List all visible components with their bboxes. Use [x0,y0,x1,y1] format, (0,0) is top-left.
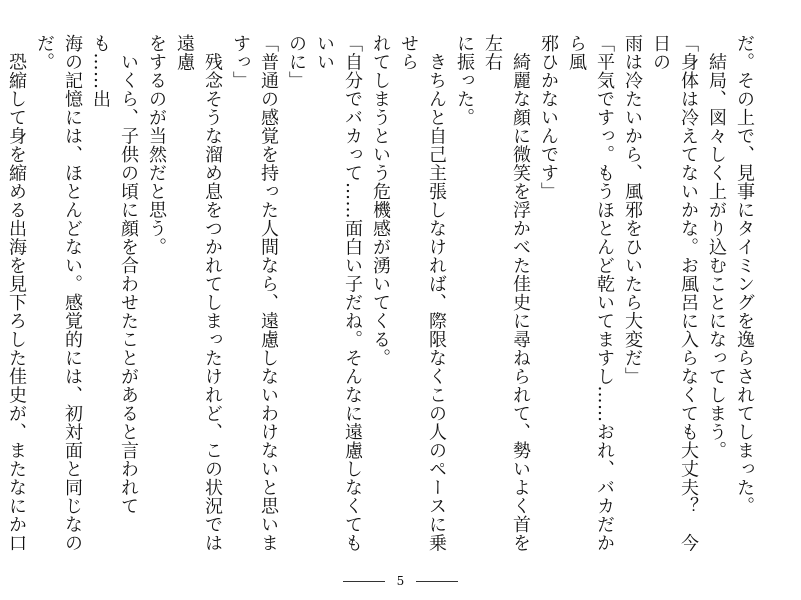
text-line: 邪ひかないんです」 [538,34,559,201]
text-line: 「自分でバカって……面白い子だね。そんなに遠慮しなくてもいい [314,34,363,552]
text-line: 恐縮して身を縮める出海を見下ろした佳史が、またなにか口 [6,52,27,552]
text-line: 雨は冷たいから、風邪をひいたら大変だ」 [622,34,643,386]
text-line: 海の記憶には、ほとんどない。感覚的には、初対面と同じなのだ。 [34,34,83,552]
page-footer [0,574,801,588]
text-line: 「身体は冷えてないかな。お風呂に入らなくても大丈夫？ 今日の [650,34,699,552]
text-line: だ。その上で、見事にタイミングを逸らされてしまった。 [734,34,755,515]
text-line: きちんと自己主張しなければ、際限なくこの人のペースに乗せら [398,34,447,552]
text-line: れてしまうという危機感が湧いてくる。 [370,34,391,367]
text-line: いくら、子供の頃に顔を合わせたことがあると言われても……出 [90,34,139,515]
text-line: 残念そうな溜め息をつかれてしまったけれど、この状況では遠慮 [174,34,223,552]
page-number: 5 [396,574,405,588]
text-line: をするのが当然だと思う。 [146,34,167,256]
text-line: 結局、図々しく上がり込むことになってしまう。 [706,34,727,460]
left-rule-divider [343,581,385,582]
right-rule-divider [416,581,458,582]
text-line: 「平気ですっ。もうほとんど乾いてますし……おれ、バカだから風 [566,34,615,552]
vertical-text-body [6,34,758,560]
text-line: 綺麗な顔に微笑を浮かべた佳史に尋ねられて、勢いよく首を左右 [482,34,531,552]
text-line: のに」 [286,34,307,90]
text-line: に振った。 [454,34,475,127]
text-line: 「普通の感覚を持った人間なら、遠慮しないわけないと思いますっ」 [230,34,279,552]
